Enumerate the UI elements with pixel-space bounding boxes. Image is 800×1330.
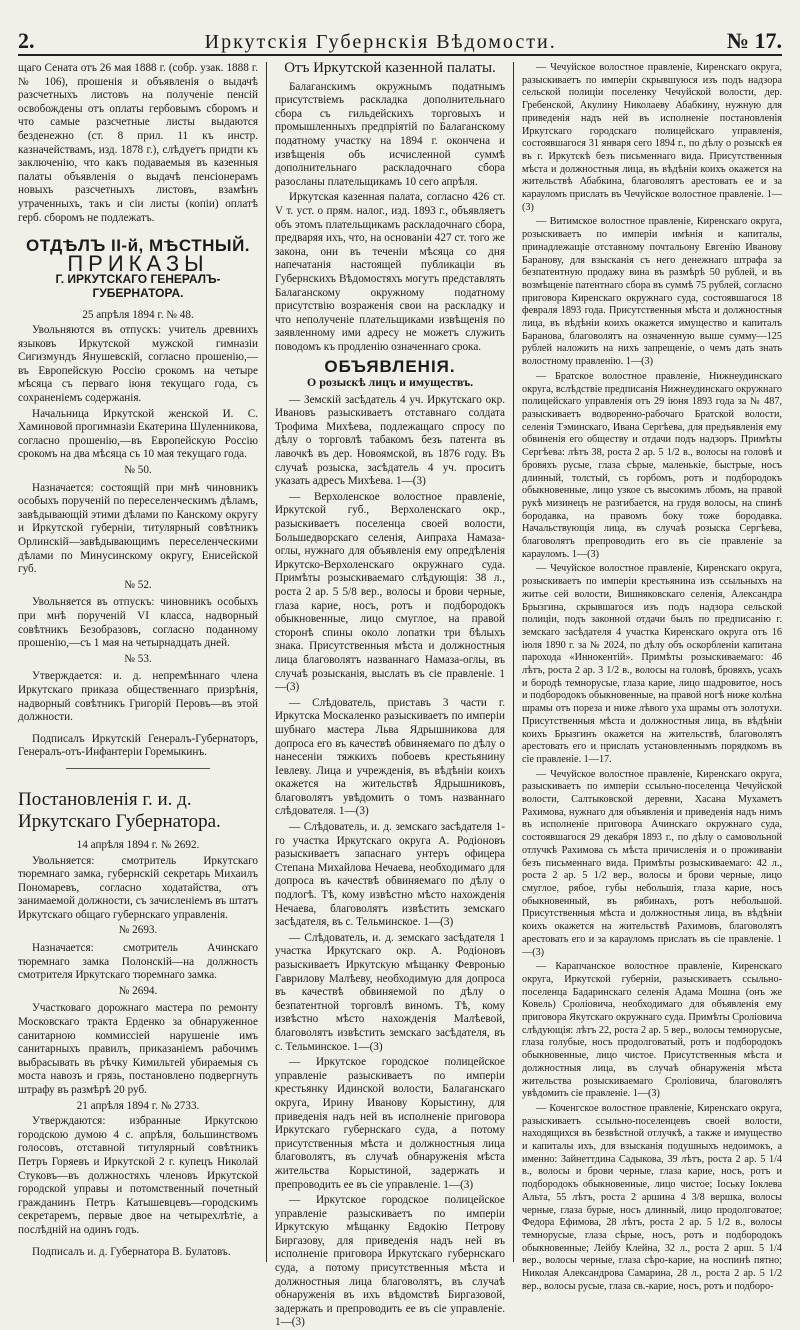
- decree-date: 14 апрѣля 1894 г. № 2692.: [76, 838, 200, 851]
- order-paragraph: Утверждается: и. д. непремѣннаго члена Иркутскаго приказа общественнаго призрѣнія, надворный совѣтникъ Григорій Перовъ—въ этой должности.: [18, 670, 258, 724]
- announcements-heading: ОБЪЯВЛЕНІЯ.: [324, 357, 456, 377]
- signature-line: Подписалъ Иркутскій Генералъ-Губернаторъ, Генералъ-отъ-Инфантеріи Горемыкинъ.: [18, 732, 258, 759]
- announcement: — Слѣдователь, приставъ 3 части г. Иркутска Москаленко разыскиваетъ по имперіи шубнаго мастера Льва Ядрышникова для допроса его въ качествѣ обвиняемаго по дѣлу о нанесеніи тяжкихъ побоевъ крестьянину Іевлеву. Лица и учрежденія, въ вѣдѣніи коихъ окажется на жительствѣ Ядрышниковъ, благоволятъ увѣдомить о томъ названнаго слѣдователя. 1—(3): [275, 696, 505, 818]
- decree-number: № 2694.: [118, 984, 158, 997]
- decree-date: 21 апрѣля 1894 г. № 2733.: [76, 1099, 200, 1112]
- announcement: — Иркутское городское полицейское управленіе разыскиваетъ по имперіи Иркутскую мѣщанку Евдокію Петрову Биргазову, для приведенія надъ ней въ исполненіе приговора Иркутскаго губернскаго суда, а потому присутственныя мѣста и должностныя лица благоволятъ, въ случаѣ обнаруженія въ ихъ вѣдомствѣ Биргазовой, задержать и препроводить ее въ сіе управленіе. 1—(3): [275, 1194, 505, 1329]
- decree-paragraph: Назначается: смотритель Ачинскаго тюремнаго замка Полонскій—на должность смотрителя Иркутскаго тюремнаго замка.: [18, 942, 258, 982]
- column-left: [18, 62, 266, 1262]
- order-number: № 53.: [124, 652, 152, 665]
- announcement: — Коченгское волостное правленіе, Киренскаго округа, разыскиваетъ ссыльно-поселенцевъ своей волости, находящихся въ безвѣстной отлучкѣ, а также и имущество и капиталы ихъ, для взысканія подушныхъ недоимокъ, а именно: Зайнеттдина Садыкова, 39 лѣтъ, роста 2 ар. 5 1/4 в., волосы и брови черные, глаза карие, носъ, ротъ и подбородокъ обыкновенные, лицо чистое; Іоську Іоклева Альта, 55 лѣтъ, роста 2 аршина 4 3/8 вершка, волосы черные, глаза бурые, носъ длинный, лицо продолговатое; Федора Ефимова, 28 лѣтъ, роста 2 ар. 5 1/2 в., волосы темнорусые, глаза сѣрые, носъ, ротъ и подбородокъ обыкновенные; Лейбу Клейна, 32 л., роста 2 арш. 5 1/4 вер., волосы черные, глаза сѣро-карие, на носпинѣ пятно; Николая Александрова Самарина, 28 л., роста 2 ар. 5 1/2 вер., волосы русые, глаза св.-карие, носъ, ротъ и подборо-: [522, 1102, 782, 1292]
- decree-paragraph: Утверждаются: избранные Иркутскою городскою думою 4 с. апрѣля, большинствомъ голосовъ, отставной титулярный совѣтникъ Петръ Горяевъ и Иркутской 2 г. купецъ Николай Стуковъ—въ должностяхъ членовъ Иркутской городской управы и потомственный почетный гражданинъ Петръ Катышевцевъ—городскимъ секретаремъ, первые двое на четырехлѣтіе, а послѣдній на одинъ годъ.: [18, 1115, 258, 1236]
- order-paragraph: Назначается: состоящій при мнѣ чиновникъ особыхъ порученій по переселенческимъ дѣламъ, завѣдывающій этими дѣлами по Канскому округу и Иркутской губерніи, титулярный совѣтникъ Орлинскій—завѣдывающимъ переселенческими дѣлами по Минусинскому округу, Енисейской губ.: [18, 481, 258, 576]
- intro-paragraph: щаго Сената отъ 26 мая 1888 г. (собр. узак. 1888 г. № 106), прошенія и объявленія о выдачѣ разсчетныхъ листовъ на полученіе пенсій освобождены отъ оплаты гербовымъ сборомъ и что самые разсчетные листы выдаются безденежно (ст. 8 прил. 11 къ инстр. казначействамъ, изд. 1878 г.), слѣдуетъ придти къ заключенію, что какъ подаваемыя въ казенныя палаты объявленія о выдачѣ пенсіонерамъ новыхъ разсчетныхъ листовъ, взамѣнъ утраченныхъ, такъ и сіи листы (копіи) оплатѣ герб. сборомъ не подлежатъ.: [18, 62, 258, 224]
- announcements-subheading: О розыскѣ лицъ и имуществъ.: [306, 375, 474, 390]
- order-date: 25 апрѣля 1894 г. № 48.: [82, 308, 194, 321]
- decree-paragraph: Увольняется: смотритель Иркутскаго тюремнаго замка, губернскій секретарь Михаилъ Пономаревъ, согласно ходатайства, отъ занимаемой должности, съ зачисленіемъ въ штатъ Иркутскаго общаго губернскаго управленія.: [18, 854, 258, 921]
- page-number: 2.: [18, 28, 35, 53]
- treasury-paragraph: Балаганскимъ окружнымъ податнымъ присутствіемъ раскладка дополнительнаго сбора съ гильдейскихъ торговыхъ и промышленныхъ предпріятій по Балаганскому податному участку на 1894 г. окончена и извѣщенія объ исчисленной суммѣ дополнительнаго раскладочнаго сбора разосланы плательщикамъ 10 сего апрѣля.: [275, 80, 505, 188]
- announcement: — Слѣдователь, и. д. земскаго засѣдателя 1-го участка Иркутскаго округа А. Родіоновъ разыскиваетъ запаснаго унтеръ офицера Степана Михайлова Нечаева, необходимаго для допроса въ качествѣ обвиняемаго по дѣлу о подлогѣ. Тѣ, кому извѣстно мѣсто нахожденія Нечаева, благоволятъ извѣстить земскаго засѣдателя, въ с. Тельминское. 1—(3): [275, 821, 505, 929]
- issue-number: № 17.: [726, 28, 782, 53]
- orders-heading: ПРИКАЗЫ: [67, 250, 209, 276]
- announcement: — Братское волостное правленіе, Нижнеудинскаго округа, вслѣдствіе предписанія Нижнеудинскаго окружнаго полицейскаго управленія отъ 29 іюня 1893 года за № 487, разыскиваетъ водворенно-рабочаго Братской волости, селенія Тэминскаго, Ивана Сергѣева, для предъявленія ему обвиненія его обществу и отдачи подъ надзоръ. Примѣты Сергѣева: лѣтъ 38, роста 2 ар. 5 1/2 в., волосы на головѣ и бровяхъ русые, глаза сѣрые, маленькіе, быстрые, носъ длинный, толстый, съ горбомъ, ротъ и подбородокъ обыкновенные, лицо узкое съ высокимъ лбомъ, на правой рукѣ мизинецъ не разгибается, на грудя волосы, на спинѣ бородавка, на правомъ боку тоже бородавка. Начальствующія лица, въ случаѣ розыска Сергѣева, благоволятъ препроводить его въ сіе правленіе за карауломъ. 1—(3): [522, 370, 782, 560]
- orders-subheading: Г. ИРКУТСКАГО ГЕНЕРАЛЪ-ГУБЕРНАТОРА.: [55, 272, 221, 300]
- page-header: [18, 14, 782, 56]
- treasury-paragraph: Иркутская казенная палата, согласно 426 ст. V т. уст. о прям. налог., изд. 1893 г., объявляетъ объ этомъ плательщикамъ раскладочнаго сбора, предваряя ихъ, что, на основаніи 427 ст. того же закона, они въ теченіи мѣсяца со дня напечатанія настоящей публикаціи въ Губернскихъ Вѣдомостяхъ могутъ представлять Балаганскому окружному податному присутствію возраженія свои на раскладку и что неполученіе плательщиками извѣщенія по заявленному ими адресу не можетъ служить поводомъ къ продленію означеннаго срока.: [275, 191, 505, 353]
- announcement: — Карапчанское волостное правленіе, Киренскаго округа, Иркутской губерніи, разыскиваетъ ссыльно-поселенца Бадаринскаго селенія Адама Мошна (онъ же Ковель) Сроліовича, необходимаго для объявленія ему приговора Якутскаго окружнаго суда. Примѣты Сроліовича слѣдующія: лѣтъ 22, роста 2 ар. 5 вер., волосы темнорусые, глаза голубые, носъ продолговатый, ротъ и подбородокъ обыкновенные, лицо чистое. Присутственныя мѣста и должностныя лица, въ случаѣ обнаруженія мѣста жительства розыскиваемаго Сроліовича, благоволятъ увѣдомить сіе правленіе. 1—(3): [522, 961, 782, 1100]
- announcement: — Иркутское городское полицейское управленіе разыскиваетъ по имперіи крестьянку Идинской волости, Балаганскаго округа, Ирину Иванову Корыстину, для приведенія надъ ней въ исполненіе приговора Иркутскаго губернскаго суда, а потому присутственныя мѣста и должностныя лица благоволятъ, въ случаѣ обнаруженія мѣста жительства Корыстиной, задержать и препроводить ее въ сіе управленіе. 1—(3): [275, 1056, 505, 1191]
- divider: [66, 768, 210, 769]
- order-paragraph: Увольняется въ отпускъ: чиновникъ особыхъ при мнѣ порученій VI класса, надворный совѣтникъ Безобразовъ, согласно поданному прошенію,—съ 1 мая на четырнадцать дней.: [18, 596, 258, 650]
- announcement: — Верхоленское волостное правленіе, Иркутской губ., Верхоленскаго окр., разыскиваетъ поселенца своей волости, Большедворскаго селенія, Аипраха Намаза-оглы, нужнаго для объявленія ему опредѣленія Иркутско-Верхоленскаго окружнаго суда. Примѣты розыскиваемаго слѣдующія: 38 л., роста 2 ар. 5 5/8 вер., волосы и брови черные, глаза карие, носъ, ротъ и подбородокъ обыкновенные, лицо смуглое, на правой сторонѣ спины около лопатки три бѣлыхъ знака. Присутственныя мѣста и должностныя лица благоволятъ названнаго Намаза-оглы, въ случаѣ розысканія, выслать въ сіе правленіе. 1—(3): [275, 490, 505, 694]
- order-number: № 50.: [124, 464, 152, 477]
- announcement: — Земскій засѣдатель 4 уч. Иркутскаго окр. Ивановъ разыскиваетъ отставнаго солдата Трофима Михѣева, подлежащаго спросу по дѣлу о торговлѣ табакомъ безъ патента въ лавочкѣ въ дер. Новоямской, въ 1876 году. Въ случаѣ розыска, засѣдатель 4 уч. проситъ указать адресъ Михѣева. 1—(3): [275, 393, 505, 488]
- column-right: [514, 62, 782, 1292]
- newspaper-title: Иркутскія Губернскія Вѣдомости.: [204, 31, 557, 53]
- column-middle: [266, 60, 514, 1329]
- announcement: — Чечуйское волостное правленіе, Киренскаго округа, разыскиваетъ по имперіи скрывшуюся изъ подъ надзора сельской полиціи поселенку Чечуйской волости, дер. Гребенской, Акулину Николаеву Абабкину, нужную для приведенія надъ ней въ исполненіе постановленія Иркутскаго городскаго полицейскаго управленія, состоявшагося 31 января сего 1894 г., по дѣлу о розыскѣ ея въ г. Иркутскѣ безъ письменнаго вида. Присутственныя мѣста и должностныя лица, въ вѣдѣніи коихъ окажется на жительствѣ Абабкина, благоволятъ арестовать ее и за карауломъ прислать въ Чечуйское волостное правленіе. 1—(3): [522, 62, 782, 213]
- columns: [18, 60, 782, 1329]
- decree-number: № 2693.: [118, 924, 158, 937]
- signature-line: Подписалъ и. д. Губернатора В. Булатовъ.: [32, 1245, 231, 1258]
- order-paragraph: Увольняются въ отпускъ: учитель древнихъ языковъ Иркутской мужской гимназіи Сигизмундъ Янушевскій, согласно прошенію,—въ Европейскую Россію срокомъ на четыре мѣсяца съ перваго іюня текущаго года, съ сохраненіемъ содержанія.: [18, 324, 258, 405]
- order-paragraph: Начальница Иркутской женской И. С. Хаминовой прогимназіи Екатерина Шуленникова, согласно прошенію,—въ Европейскую Россію срокомъ на два мѣсяца съ 10 мая текущаго года.: [18, 407, 258, 461]
- decree-paragraph: Участковаго дорожнаго мастера по ремонту Московскаго тракта Ерденко за обнаруженное санитарною коммиссіей нарушеніе имъ санитарныхъ правилъ, приказанiемъ рабочимъ выбрасывать въ рѣчку Кимильтей убираемыя съ моста навозъ и грязь, постановлено подвергнуть штрафу въ размѣрѣ 20 руб.: [18, 1002, 258, 1096]
- treasury-heading: Отъ Иркутской казенной палаты.: [284, 60, 496, 76]
- decrees-heading: Постановленія г. и. д. Иркутскаго Губернатора.: [18, 788, 221, 832]
- section-heading: ОТДѢЛЪ II-й, МѢСТНЫЙ.: [25, 236, 251, 256]
- order-number: № 52.: [124, 578, 152, 591]
- announcement: — Чечуйское волостное правленіе, Киренскаго округа, разыскиваетъ по имперіи ссыльно-поселенца Чечуйской волости, Салтыковской деревни, Хасана Мухаметъ Рахимова, нужнаго для объявленія и приведенія надъ нимъ въ исполненіе приговора Ачинскаго окружнаго суда, состоявшагося 29 декабря 1893 г., по дѣлу о самовольной отлучкѣ Рахимова съ мѣста причисленія и о проживаніи безъ письменнаго вида. Примѣты розыскиваемаго: 42 л., роста 2 ар. 5 1/2 вер., волосы и брови черные, лицо смуглое, рябое, губы небольшія, глаза карие, носъ обыкновенный, въ рябинахъ, ротъ небольшой. Присутственныя мѣста и должностныя лица, въ вѣдѣніи коихъ окажется на жительствѣ Рахимовъ, благоволятъ арестовать его и за карауломъ прислать въ сіе правленіе. 1—(3): [522, 768, 782, 958]
- announcement: — Чечуйское волостное правленіе, Киренскаго округа, розыскиваетъ по имперіи крестьянина изъ ссыльныхъ на житье сей волости, Вишняковскаго селенія, Александра Брызгина, скрывшагося изъ подъ надзора сельской полиціи, подъ законной отдачи былъ по предписанію г. земскаго засѣдателя 4 участка Киренскаго округа отъ 16 іюля 1890 г. за № 2024, по дѣлу объ оскорбленіи капитана парохода «Иннокентій». Примѣты розыскиваемаго: 46 лѣтъ, роста 2 ар. 3 1/2 в., волосы на головѣ, бровяхъ, усахъ и бородѣ темнорусые, глаза карие, лицо шадровитое, носъ и подбородокъ обыкновенные, на правой ногѣ ниже колѣна шрамы отъ пореза и ниже лѣвого уха шрамы отъ золотухи. Присутственныя мѣста и должностныя лица, въ вѣдѣніи коихъ Брызгинъ окажется на жительствѣ, благоволятъ арестовать его и прислать установленнымъ порядкомъ въ сіе правленіе. 1—17.: [522, 563, 782, 765]
- announcement: — Витимское волостное правленіе, Киренскаго округа, розыскиваетъ по имперіи имѣнія и капиталы, принадлежащіе отставному почтальону Евгенію Иванову Баранову, для взысканія съ него денежнаго штрафа за безпатентную продажу вина въ размѣрѣ 50 рублей, и въ возмѣщеніе патентнаго сбора въ суммѣ 75 рублей, согласно приговора Киренскаго окружнаго суда, состоявшагося 18 февраля 1893 года. Присутственныя мѣста и должностныя лица, въ вѣдѣніи коихъ окажется имущество и капиталъ Баранова, благоволятъ на означенную выше сумму—125 рублей наложить на нихъ запрещеніе, о чемъ дать знать волостному правленію. 1—(3): [522, 216, 782, 368]
- announcement: — Слѣдователь, и. д. земскаго засѣдателя 1 участка Иркутскаго окр. А. Родіоновъ разыскиваетъ Иркутскую мѣщанку Февронью Гаврилову Малѣеву, необходимую для допроса въ качествѣ обвиняемой по дѣлу о безпатентной торговлѣ виномъ. Тѣ, кому извѣстно мѣсто нахожденія Малѣевой, благоволятъ извѣстить земскаго засѣдателя, въ с. Тельминское. 1—(3): [275, 931, 505, 1053]
